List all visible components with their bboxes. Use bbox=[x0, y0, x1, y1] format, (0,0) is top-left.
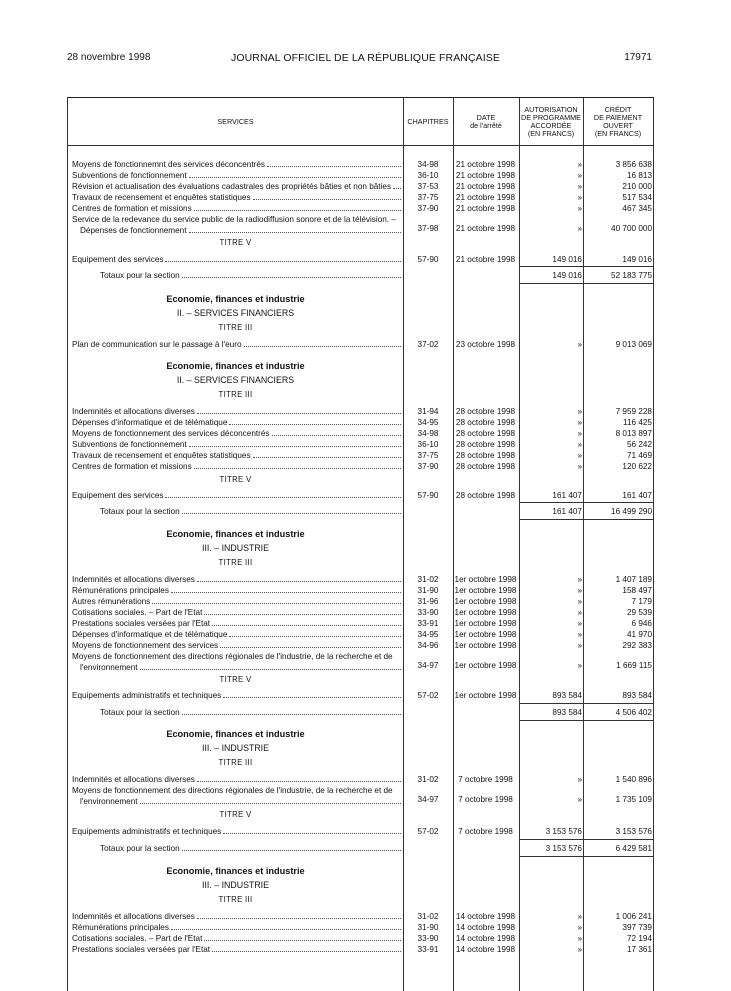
service-label: Centres de formation et missions bbox=[72, 462, 192, 471]
titre-heading: TITRE V bbox=[219, 475, 252, 484]
date-cell: 7 octobre 1998 bbox=[458, 827, 513, 836]
date-cell: 1er octobre 1998 bbox=[454, 661, 517, 670]
autorisation-cell: » bbox=[577, 945, 582, 954]
service-label-continued: Dépenses de fonctionnement bbox=[80, 226, 187, 235]
table-row bbox=[68, 640, 654, 651]
autorisation-cell: » bbox=[577, 661, 582, 670]
totals-label: Totaux pour la section bbox=[100, 507, 180, 516]
table-row bbox=[68, 214, 654, 234]
date-cell: 21 octobre 1998 bbox=[455, 204, 516, 213]
credit-cell: 40 700 000 bbox=[611, 224, 652, 233]
chapitre-cell: 33-91 bbox=[417, 619, 439, 628]
credit-cell: 8 013 897 bbox=[615, 429, 652, 438]
date-cell: 21 octobre 1998 bbox=[455, 182, 516, 191]
service-label: Equipements administratifs et techniques bbox=[72, 827, 222, 836]
chapitre-cell: 34-95 bbox=[417, 418, 439, 427]
service-label: Prestations sociales versées par l'Etat bbox=[72, 945, 211, 954]
header-title: JOURNAL OFFICIEL DE LA RÉPUBLIQUE FRANÇAISE bbox=[231, 52, 500, 64]
credit-cell: 41 970 bbox=[626, 630, 652, 639]
table-row bbox=[68, 629, 654, 640]
service-label: Subventions de fonctionnement bbox=[72, 171, 187, 180]
titre-heading: TITRE III bbox=[218, 323, 253, 332]
date-cell: 21 octobre 1998 bbox=[455, 160, 516, 169]
autorisation-cell: » bbox=[577, 795, 582, 804]
chapitre-cell: 57-90 bbox=[417, 255, 439, 264]
total-credit: 4 506 402 bbox=[615, 708, 652, 717]
service-label: Service de la redevance du service public de la radiodiffusion sonore et de la télévision. – bbox=[72, 215, 396, 224]
total-credit: 6 429 581 bbox=[615, 844, 652, 853]
credit-cell: 116 425 bbox=[623, 418, 652, 427]
credit-cell: 517 534 bbox=[622, 193, 652, 202]
credit-cell: 1 735 109 bbox=[615, 795, 652, 804]
column-header-autorisation: AUTORISATION DE PROGRAMME ACCORDÉE (EN FRANCS) bbox=[521, 104, 581, 138]
service-label: Moyens de fonctionnement des directions régionales de l'industrie, de la recherche et de bbox=[72, 786, 393, 795]
section-heading: III. – INDUSTRIE bbox=[202, 743, 269, 753]
table-row bbox=[68, 651, 654, 671]
credit-cell: 397 739 bbox=[622, 923, 652, 932]
totals-row bbox=[68, 707, 654, 718]
credit-cell: 1 540 896 bbox=[615, 775, 652, 784]
credit-cell: 56 242 bbox=[626, 440, 652, 449]
totals-row bbox=[68, 506, 654, 517]
date-cell: 23 octobre 1998 bbox=[455, 340, 516, 349]
autorisation-cell: » bbox=[577, 586, 582, 595]
service-label-continued: l'environnement bbox=[80, 663, 138, 672]
service-label: Rémunérations principales bbox=[72, 923, 169, 932]
section-heading: III. – INDUSTRIE bbox=[202, 880, 269, 890]
date-cell: 21 octobre 1998 bbox=[455, 171, 516, 180]
autorisation-cell: » bbox=[577, 340, 582, 349]
chapitre-cell: 31-94 bbox=[417, 407, 439, 416]
credit-cell: 9 013 069 bbox=[615, 340, 652, 349]
chapitre-cell: 34-97 bbox=[417, 661, 439, 670]
date-cell: 1er octobre 1998 bbox=[454, 691, 517, 700]
table-row bbox=[68, 774, 654, 785]
table-row bbox=[68, 690, 654, 701]
table-row bbox=[68, 406, 654, 417]
credit-cell: 1 669 115 bbox=[616, 661, 652, 670]
credit-cell: 1 407 189 bbox=[615, 575, 652, 584]
credit-cell: 71 469 bbox=[626, 451, 652, 460]
titre-heading: TITRE III bbox=[218, 558, 253, 567]
chapitre-cell: 37-75 bbox=[417, 193, 439, 202]
totals-label: Totaux pour la section bbox=[100, 271, 180, 280]
chapitre-cell: 33-90 bbox=[417, 934, 439, 943]
service-label: Cotisations sociales. – Part de l'Etat bbox=[72, 934, 203, 943]
date-cell: 7 octobre 1998 bbox=[458, 795, 513, 804]
service-label: Centres de formation et missions bbox=[72, 204, 192, 213]
credit-cell: 1 006 241 bbox=[615, 912, 652, 921]
autorisation-cell: » bbox=[577, 407, 582, 416]
chapitre-cell: 37-02 bbox=[417, 340, 439, 349]
date-cell: 1er octobre 1998 bbox=[454, 630, 517, 639]
chapitre-cell: 31-90 bbox=[417, 923, 439, 932]
credit-cell: 7 179 bbox=[631, 597, 652, 606]
total-credit: 16 499 290 bbox=[611, 507, 652, 516]
credit-cell: 72 194 bbox=[626, 934, 652, 943]
chapitre-cell: 37-53 bbox=[417, 182, 439, 191]
date-cell: 14 octobre 1998 bbox=[455, 934, 516, 943]
table-row bbox=[68, 944, 654, 955]
chapitre-cell: 36-10 bbox=[417, 440, 439, 449]
service-label: Rémunérations principales bbox=[72, 586, 169, 595]
autorisation-cell: 893 584 bbox=[552, 691, 582, 700]
column-header-date: DATE de l'arrêté bbox=[470, 112, 502, 130]
table-row bbox=[68, 192, 654, 203]
ministry-heading: Economie, finances et industrie bbox=[166, 361, 305, 371]
chapitre-cell: 37-75 bbox=[417, 451, 439, 460]
credit-cell: 16 813 bbox=[626, 171, 652, 180]
autorisation-cell: » bbox=[577, 224, 582, 233]
autorisation-cell: 149 016 bbox=[552, 255, 582, 264]
table-row bbox=[68, 490, 654, 501]
date-cell: 1er octobre 1998 bbox=[454, 619, 517, 628]
date-cell: 28 octobre 1998 bbox=[455, 462, 516, 471]
table-row bbox=[68, 596, 654, 607]
section-heading: II. – SERVICES FINANCIERS bbox=[176, 375, 295, 385]
date-cell: 21 octobre 1998 bbox=[455, 224, 516, 233]
service-label: Equipements administratifs et techniques bbox=[72, 691, 222, 700]
total-autorisation: 149 016 bbox=[552, 271, 582, 280]
credit-cell: 120 622 bbox=[622, 462, 652, 471]
titre-heading: TITRE III bbox=[218, 895, 253, 904]
chapitre-cell: 31-96 bbox=[417, 597, 439, 606]
chapitre-cell: 31-02 bbox=[417, 912, 439, 921]
service-label: Indemnités et allocations diverses bbox=[72, 407, 195, 416]
column-header-chapitres: CHAPITRES bbox=[407, 116, 449, 126]
service-label: Travaux de recensement et enquêtes statistiques bbox=[72, 451, 251, 460]
totals-label: Totaux pour la section bbox=[100, 708, 180, 717]
credit-cell: 6 946 bbox=[631, 619, 652, 628]
table-row bbox=[68, 922, 654, 933]
table-row bbox=[68, 461, 654, 472]
titre-heading: TITRE III bbox=[218, 390, 253, 399]
totals-row bbox=[68, 843, 654, 854]
service-label: Moyens de fonctionnement des services bbox=[72, 641, 219, 650]
date-cell: 28 octobre 1998 bbox=[455, 491, 516, 500]
table-row bbox=[68, 428, 654, 439]
chapitre-cell: 31-02 bbox=[417, 775, 439, 784]
total-credit: 52 183 775 bbox=[611, 271, 652, 280]
date-cell: 21 octobre 1998 bbox=[455, 255, 516, 264]
date-cell: 1er octobre 1998 bbox=[454, 575, 517, 584]
service-label: Equipement des services bbox=[72, 491, 164, 500]
totals-label: Totaux pour la section bbox=[100, 844, 180, 853]
section-heading: III. – INDUSTRIE bbox=[202, 543, 269, 553]
autorisation-cell: » bbox=[577, 630, 582, 639]
table-row bbox=[68, 607, 654, 618]
total-autorisation: 893 584 bbox=[552, 708, 582, 717]
chapitre-cell: 57-90 bbox=[417, 491, 439, 500]
date-cell: 28 octobre 1998 bbox=[455, 451, 516, 460]
table-row bbox=[68, 933, 654, 944]
table-row bbox=[68, 826, 654, 837]
service-label: Subventions de fonctionnement bbox=[72, 440, 187, 449]
service-label-continued: l'environnement bbox=[80, 797, 138, 806]
column-header-services: SERVICES bbox=[217, 116, 254, 126]
service-label: Dépenses d'informatique et de télématique bbox=[72, 630, 228, 639]
autorisation-cell: » bbox=[577, 608, 582, 617]
date-cell: 1er octobre 1998 bbox=[454, 608, 517, 617]
chapitre-cell: 31-90 bbox=[417, 586, 439, 595]
table-row bbox=[68, 159, 654, 170]
service-label: Révision et actualisation des évaluations cadastrales des propriétés bâties et non bâties bbox=[72, 182, 392, 191]
chapitre-cell: 33-90 bbox=[417, 608, 439, 617]
credit-cell: 210 000 bbox=[622, 182, 652, 191]
chapitre-cell: 34-96 bbox=[417, 641, 439, 650]
titre-heading: TITRE V bbox=[219, 810, 252, 819]
date-cell: 1er octobre 1998 bbox=[454, 641, 517, 650]
table-row bbox=[68, 417, 654, 428]
section-heading: II. – SERVICES FINANCIERS bbox=[176, 308, 295, 318]
titre-heading: TITRE V bbox=[219, 238, 252, 247]
ministry-heading: Economie, finances et industrie bbox=[166, 529, 305, 539]
service-label: Dépenses d'informatique et de télématique bbox=[72, 418, 228, 427]
table-row bbox=[68, 450, 654, 461]
autorisation-cell: » bbox=[577, 462, 582, 471]
credit-cell: 149 016 bbox=[622, 255, 652, 264]
service-label: Travaux de recensement et enquêtes statistiques bbox=[72, 193, 251, 202]
header-page-number: 17971 bbox=[624, 52, 652, 63]
autorisation-cell: » bbox=[577, 160, 582, 169]
service-label: Indemnités et allocations diverses bbox=[72, 575, 195, 584]
chapitre-cell: 31-02 bbox=[417, 575, 439, 584]
credit-cell: 29 539 bbox=[626, 608, 652, 617]
date-cell: 21 octobre 1998 bbox=[455, 193, 516, 202]
date-cell: 28 octobre 1998 bbox=[455, 407, 516, 416]
service-label: Cotisations sociales. – Part de l'Etat bbox=[72, 608, 203, 617]
date-cell: 1er octobre 1998 bbox=[454, 586, 517, 595]
date-cell: 14 octobre 1998 bbox=[455, 923, 516, 932]
autorisation-cell: » bbox=[577, 775, 582, 784]
table-row bbox=[68, 203, 654, 214]
credit-cell: 467 345 bbox=[622, 204, 652, 213]
credit-cell: 893 584 bbox=[622, 691, 652, 700]
autorisation-cell: » bbox=[577, 934, 582, 943]
chapitre-cell: 33-91 bbox=[417, 945, 439, 954]
table-row bbox=[68, 254, 654, 265]
service-label: Moyens de fonctionnement des directions régionales de l'industrie, de la recherche et de bbox=[72, 652, 393, 661]
table-row bbox=[68, 170, 654, 181]
date-cell: 14 octobre 1998 bbox=[455, 945, 516, 954]
date-cell: 7 octobre 1998 bbox=[458, 775, 513, 784]
credit-cell: 3 153 576 bbox=[615, 827, 652, 836]
service-label: Autres rémunérations bbox=[72, 597, 151, 606]
chapitre-cell: 37-90 bbox=[417, 462, 439, 471]
date-cell: 28 octobre 1998 bbox=[455, 418, 516, 427]
totals-row bbox=[68, 270, 654, 281]
titre-heading: TITRE III bbox=[218, 758, 253, 767]
autorisation-cell: » bbox=[577, 182, 582, 191]
total-autorisation: 3 153 576 bbox=[545, 844, 582, 853]
autorisation-cell: » bbox=[577, 418, 582, 427]
header-date: 28 novembre 1998 bbox=[67, 52, 151, 63]
ministry-heading: Economie, finances et industrie bbox=[166, 729, 305, 739]
ministry-heading: Economie, finances et industrie bbox=[166, 866, 305, 876]
autorisation-cell: » bbox=[577, 440, 582, 449]
credit-cell: 7 959 228 bbox=[615, 407, 652, 416]
chapitre-cell: 34-98 bbox=[417, 429, 439, 438]
credit-cell: 292 383 bbox=[622, 641, 652, 650]
service-label: Moyens de fonctionnement des services déconcentrés bbox=[72, 429, 270, 438]
credit-cell: 17 361 bbox=[626, 945, 652, 954]
credit-cell: 158 497 bbox=[622, 586, 652, 595]
autorisation-cell: » bbox=[577, 923, 582, 932]
autorisation-cell: 3 153 576 bbox=[545, 827, 582, 836]
chapitre-cell: 34-95 bbox=[417, 630, 439, 639]
autorisation-cell: » bbox=[577, 619, 582, 628]
table-row bbox=[68, 181, 654, 192]
table-row bbox=[68, 618, 654, 629]
total-autorisation: 161 407 bbox=[552, 507, 582, 516]
service-label: Prestations sociales versées par l'Etat bbox=[72, 619, 211, 628]
autorisation-cell: » bbox=[577, 597, 582, 606]
table-row bbox=[68, 339, 654, 350]
chapitre-cell: 37-90 bbox=[417, 204, 439, 213]
autorisation-cell: » bbox=[577, 575, 582, 584]
chapitre-cell: 34-97 bbox=[417, 795, 439, 804]
credit-cell: 3 856 638 bbox=[615, 160, 652, 169]
credit-cell: 161 407 bbox=[622, 491, 652, 500]
table-row bbox=[68, 574, 654, 585]
autorisation-cell: » bbox=[577, 193, 582, 202]
credits-table bbox=[67, 97, 654, 991]
autorisation-cell: » bbox=[577, 171, 582, 180]
service-label: Indemnités et allocations diverses bbox=[72, 912, 195, 921]
date-cell: 28 octobre 1998 bbox=[455, 440, 516, 449]
table-row bbox=[68, 911, 654, 922]
date-cell: 1er octobre 1998 bbox=[454, 597, 517, 606]
titre-heading: TITRE V bbox=[219, 675, 252, 684]
ministry-heading: Economie, finances et industrie bbox=[166, 294, 305, 304]
column-header-credit: CRÉDIT DE PAIEMENT OUVERT (EN FRANCS) bbox=[593, 104, 643, 138]
chapitre-cell: 57-02 bbox=[417, 691, 439, 700]
service-label: Plan de communication sur le passage à l'euro bbox=[72, 340, 242, 349]
date-cell: 28 octobre 1998 bbox=[455, 429, 516, 438]
autorisation-cell: » bbox=[577, 641, 582, 650]
date-cell: 14 octobre 1998 bbox=[455, 912, 516, 921]
chapitre-cell: 36-10 bbox=[417, 171, 439, 180]
autorisation-cell: » bbox=[577, 204, 582, 213]
autorisation-cell: » bbox=[577, 912, 582, 921]
chapitre-cell: 57-02 bbox=[417, 827, 439, 836]
service-label: Equipement des services bbox=[72, 255, 164, 264]
service-label: Moyens de fonctionnemnt des services déconcentrés bbox=[72, 160, 265, 169]
table-row bbox=[68, 585, 654, 596]
service-label: Indemnités et allocations diverses bbox=[72, 775, 195, 784]
table-row bbox=[68, 439, 654, 450]
table-row bbox=[68, 785, 654, 805]
chapitre-cell: 37-98 bbox=[417, 224, 439, 233]
autorisation-cell: » bbox=[577, 451, 582, 460]
chapitre-cell: 34-98 bbox=[417, 160, 439, 169]
autorisation-cell: » bbox=[577, 429, 582, 438]
autorisation-cell: 161 407 bbox=[552, 491, 582, 500]
